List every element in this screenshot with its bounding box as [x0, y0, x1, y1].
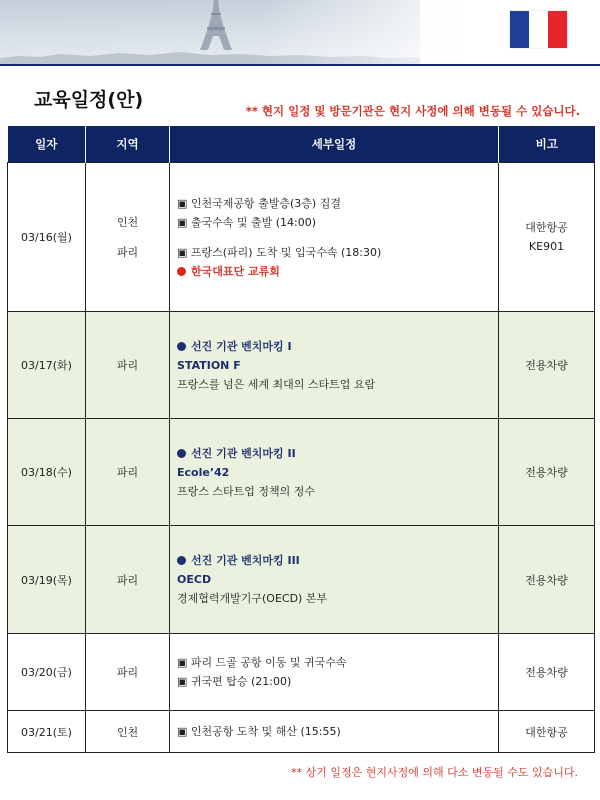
- header-detail: 세부일정: [170, 126, 499, 163]
- table-row: [8, 711, 595, 753]
- detail-highlight-text: 한국대표단 교류회: [191, 264, 280, 278]
- cell-region: 파리: [86, 419, 170, 526]
- notice-top: ** 현지 일정 및 방문기관은 현지 사정에 의해 변동될 수 있습니다.: [245, 104, 580, 118]
- cell-date: 03/20(금): [8, 634, 86, 711]
- circle-bullet-icon: [177, 342, 186, 351]
- spacer: [177, 232, 498, 243]
- detail-subtitle: STATION F: [177, 358, 241, 372]
- detail-line: ▣ 출국수속 및 출발 (14:00): [177, 215, 317, 229]
- cell-region: 파리: [86, 634, 170, 711]
- circle-bullet-icon: [177, 449, 186, 458]
- detail-subtitle: Ecole’42: [177, 465, 230, 479]
- cell-detail: [170, 419, 499, 526]
- cell-region: 파리: [86, 312, 170, 419]
- circle-bullet-icon: [177, 267, 186, 276]
- detail-desc: 경제협력개발기구(OECD) 본부: [177, 592, 328, 605]
- detail-line: ▣ 인천국제공항 출발층(3층) 집결: [177, 196, 341, 210]
- cell-detail: [170, 634, 499, 711]
- flag-blue-band: [510, 11, 529, 48]
- banner-fade: [260, 0, 500, 66]
- cell-date: 03/16(월): [8, 163, 86, 312]
- cell-date: 03/21(토): [8, 711, 86, 753]
- cell-region: [86, 163, 170, 312]
- cell-remark: 전용차량: [499, 419, 595, 526]
- detail-line: ▣ 귀국편 탑승 (21:00): [177, 675, 292, 688]
- circle-bullet-icon: [177, 556, 186, 565]
- detail-title: [177, 551, 498, 570]
- spacer: [86, 232, 169, 243]
- detail-title-text: 선진 기관 벤치마킹 II: [191, 446, 296, 460]
- cell-remark: 전용차량: [499, 526, 595, 634]
- detail-subtitle: OECD: [177, 573, 212, 586]
- detail-title-text: 선진 기관 벤치마킹 III: [191, 554, 300, 567]
- cell-date: 03/19(목): [8, 526, 86, 634]
- detail-line: ▣ 파리 드골 공항 이동 및 귀국수속: [177, 656, 347, 669]
- cell-date: 03/17(화): [8, 312, 86, 419]
- detail-title: [177, 444, 498, 463]
- cell-detail: [170, 711, 499, 753]
- cell-region: 파리: [86, 526, 170, 634]
- cell-region: 인천: [86, 711, 170, 753]
- cell-detail: [170, 163, 499, 312]
- table-row: [8, 526, 595, 634]
- cell-remark: 전용차량: [499, 634, 595, 711]
- cell-remark: 대한항공: [499, 711, 595, 753]
- header-region: 지역: [86, 126, 170, 163]
- detail-desc: 프랑스 스타트업 정책의 정수: [177, 484, 316, 498]
- header-remark: 비고: [499, 126, 595, 163]
- notice-bottom: ** 상기 일정은 현지사정에 의해 다소 변동될 수도 있습니다.: [291, 766, 578, 779]
- remark-label: 대한항공: [525, 221, 568, 234]
- header-date: 일자: [8, 126, 86, 163]
- cell-remark: 전용차량: [499, 312, 595, 419]
- table-row: [8, 634, 595, 711]
- flag-white-band: [529, 11, 548, 48]
- cell-detail: [170, 526, 499, 634]
- schedule-table: [7, 126, 595, 753]
- eiffel-tower-icon: [186, 0, 246, 50]
- detail-line: ▣ 프랑스(파리) 도착 및 입국수속 (18:30): [177, 245, 382, 259]
- region-label: 파리: [116, 245, 139, 259]
- banner-underline: [0, 64, 600, 66]
- table-header-row: [8, 126, 595, 163]
- table-row: [8, 163, 595, 312]
- remark-label: KE901: [528, 240, 565, 253]
- detail-title-text: 선진 기관 벤치마킹 I: [191, 339, 292, 353]
- region-label: 인천: [116, 215, 139, 229]
- page-title: 교육일정(안): [34, 89, 144, 111]
- france-flag-icon: [510, 11, 567, 48]
- detail-desc: 프랑스를 넘은 세계 최대의 스타트업 요람: [177, 377, 376, 391]
- cell-remark: [499, 163, 595, 312]
- cell-detail: [170, 312, 499, 419]
- table-row: [8, 419, 595, 526]
- flag-red-band: [548, 11, 567, 48]
- detail-line: ▣ 인천공항 도착 및 해산 (15:55): [177, 725, 341, 738]
- detail-title: [177, 337, 498, 356]
- table-row: [8, 312, 595, 419]
- cell-date: 03/18(수): [8, 419, 86, 526]
- detail-highlight: [177, 262, 498, 281]
